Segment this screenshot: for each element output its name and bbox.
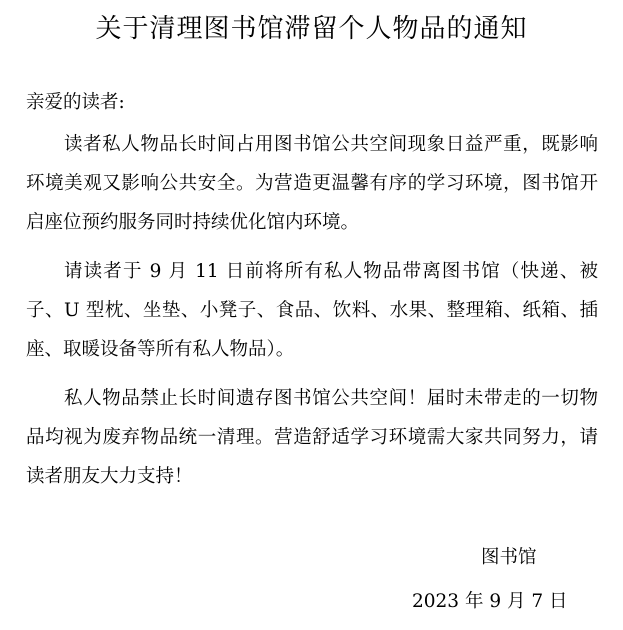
notice-greeting: 亲爱的读者: (26, 92, 125, 113)
notice-signature: 图书馆 (481, 547, 537, 568)
notice-paragraph-1: 读者私人物品长时间占用图书馆公共空间现象日益严重，既影响环境美观又影响公共安全。为营造更温馨有序的学习环境，图书馆开启座位预约服务同时持续优化馆内环境。 (26, 134, 598, 233)
notice-title: 关于清理图书馆滞留个人物品的通知 (95, 14, 528, 44)
notice-paragraph-3: 私人物品禁止长时间遗存图书馆公共空间！届时未带走的一切物品均视为废弃物品统一清理。营造舒适学习环境需大家共同努力，请读者朋友大力支持！ (26, 388, 598, 487)
notice-paragraph-2: 请读者于 9 月 11 日前将所有私人物品带离图书馆（快递、被子、U 型枕、坐垫、小凳子、食品、饮料、水果、整理箱、纸箱、插座、取暖设备等所有私人物品）。 (26, 261, 598, 360)
notice-date: 2023 年 9 月 7 日 (412, 591, 568, 612)
